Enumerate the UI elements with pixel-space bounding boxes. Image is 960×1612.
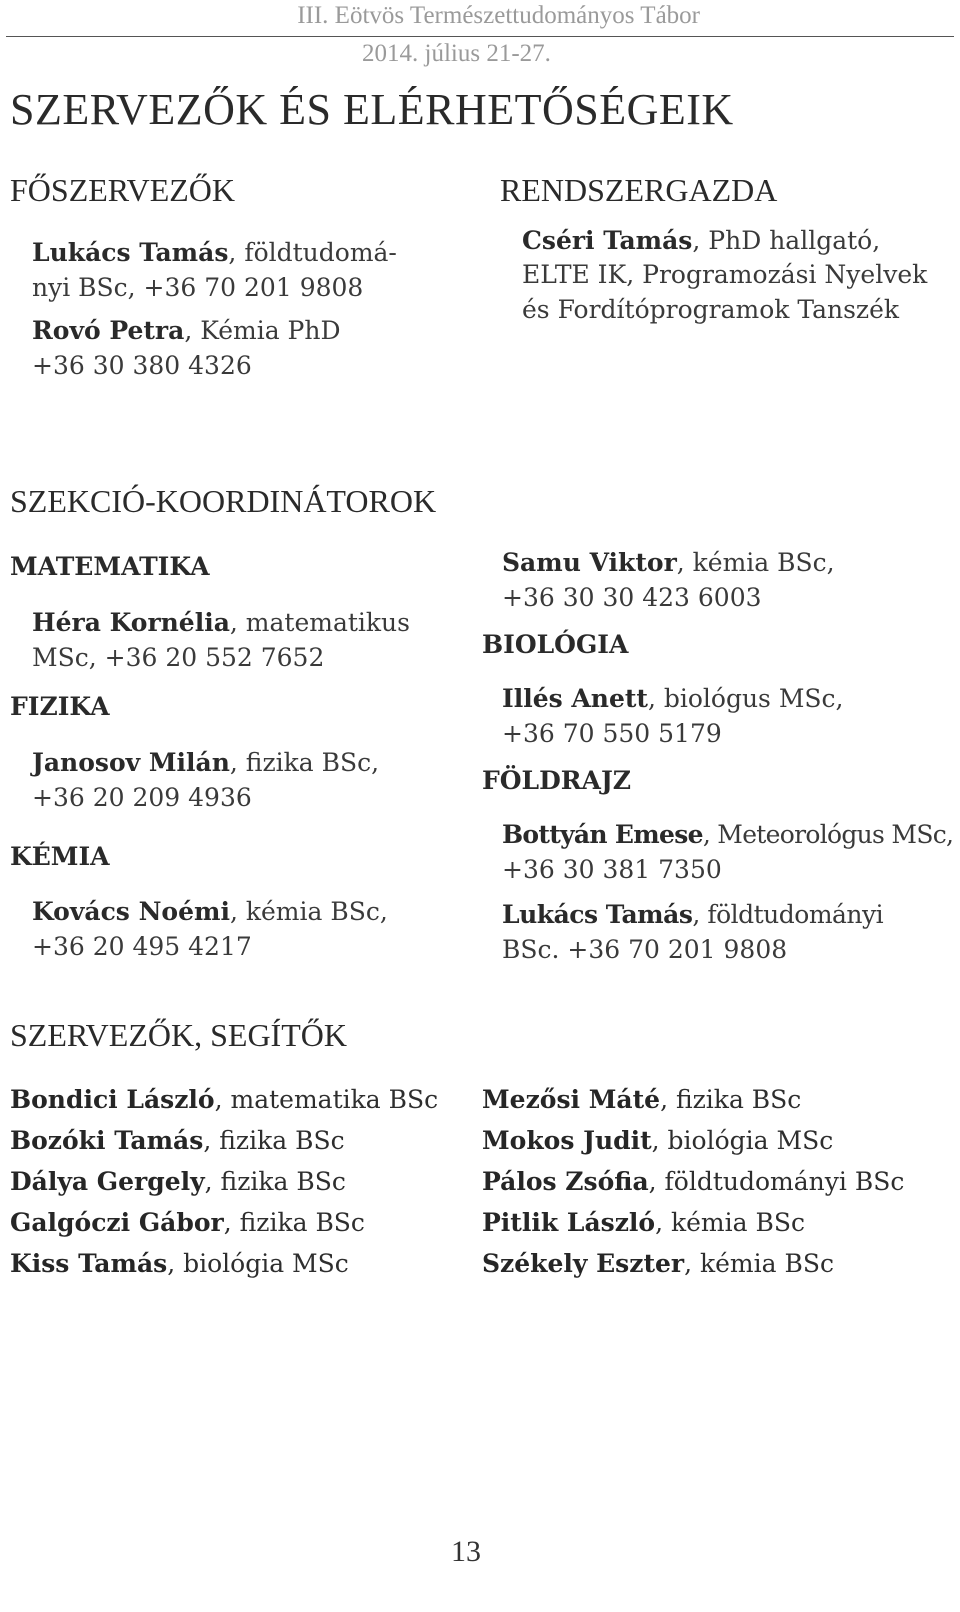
biologia-coordinator: Illés Anett, biológus MSc, xyxy=(502,684,844,713)
section-heading-koordinatorok: SZEKCIÓ-KOORDINÁTOROK xyxy=(10,483,437,519)
foldrajz-coordinator-1: Bottyán Emese, Meteorológus MSc, xyxy=(502,820,954,849)
matematika-coordinator: Héra Kornélia, matematikus xyxy=(32,608,410,637)
segito-left-2: Bozóki Tamás, fizika BSc xyxy=(10,1126,345,1155)
rendszergazda-line3: és Fordítóprogramok Tanszék xyxy=(522,295,900,324)
header-rule xyxy=(6,36,954,37)
fizika-coordinator: Janosov Milán, fizika BSc, xyxy=(32,748,380,777)
header-dates: 2014. július 21-27. xyxy=(362,40,551,67)
section-heading-foszervezok: FŐSZERVEZŐK xyxy=(10,172,235,208)
subheading-foldrajz: FÖLDRAJZ xyxy=(482,766,632,795)
section-heading-rendszergazda: RENDSZERGAZDA xyxy=(500,172,778,208)
subheading-biologia: BIOLÓGIA xyxy=(482,630,629,659)
page-title: SZERVEZŐK ÉS ELÉRHETŐSÉGEIK xyxy=(10,85,734,134)
rendszergazda-name: Cséri Tamás, PhD hallgató, xyxy=(522,226,881,255)
foldrajz-coordinator-1-line2: +36 30 381 7350 xyxy=(502,855,722,884)
foszervezo-1: Lukács Tamás, földtudomá- xyxy=(32,238,397,267)
foszervezo-2-line2: +36 30 380 4326 xyxy=(32,351,252,380)
subheading-kemia: KÉMIA xyxy=(10,842,110,871)
subheading-matematika: MATEMATIKA xyxy=(10,552,210,581)
page-number: 13 xyxy=(451,1535,481,1568)
foszervezo-2: Rovó Petra, Kémia PhD xyxy=(32,316,341,345)
section-heading-segitok: SZERVEZŐK, SEGÍTŐK xyxy=(10,1017,347,1053)
foldrajz-coordinator-2: Lukács Tamás, földtudományi xyxy=(502,900,884,929)
kemia-coordinator-2-line2: +36 30 30 423 6003 xyxy=(502,583,762,612)
kemia-coordinator-1-line2: +36 20 495 4217 xyxy=(32,932,252,961)
segito-left-4: Galgóczi Gábor, fizika BSc xyxy=(10,1208,365,1237)
matematika-coordinator-line2: MSc, +36 20 552 7652 xyxy=(32,643,325,672)
kemia-coordinator-2: Samu Viktor, kémia BSc, xyxy=(502,548,835,577)
subheading-fizika: FIZIKA xyxy=(10,692,110,721)
segito-right-1: Mezősi Máté, fizika BSc xyxy=(482,1085,802,1114)
segito-left-3: Dálya Gergely, fizika BSc xyxy=(10,1167,346,1196)
segito-left-1: Bondici László, matematika BSc xyxy=(10,1085,439,1114)
fizika-coordinator-line2: +36 20 209 4936 xyxy=(32,783,252,812)
biologia-coordinator-line2: +36 70 550 5179 xyxy=(502,719,722,748)
segito-left-5: Kiss Tamás, biológia MSc xyxy=(10,1249,349,1278)
segito-right-3: Pálos Zsófia, földtudományi BSc xyxy=(482,1167,905,1196)
foldrajz-coordinator-2-line2: BSc. +36 70 201 9808 xyxy=(502,935,788,964)
kemia-coordinator-1: Kovács Noémi, kémia BSc, xyxy=(32,897,388,926)
foszervezo-1-line2: nyi BSc, +36 70 201 9808 xyxy=(32,273,364,302)
segito-right-2: Mokos Judit, biológia MSc xyxy=(482,1126,834,1155)
segito-right-4: Pitlik László, kémia BSc xyxy=(482,1208,805,1237)
header-event: III. Eötvös Természettudományos Tábor xyxy=(297,2,700,29)
rendszergazda-line2: ELTE IK, Programozási Nyelvek xyxy=(522,260,928,289)
segito-right-5: Székely Eszter, kémia BSc xyxy=(482,1249,834,1278)
